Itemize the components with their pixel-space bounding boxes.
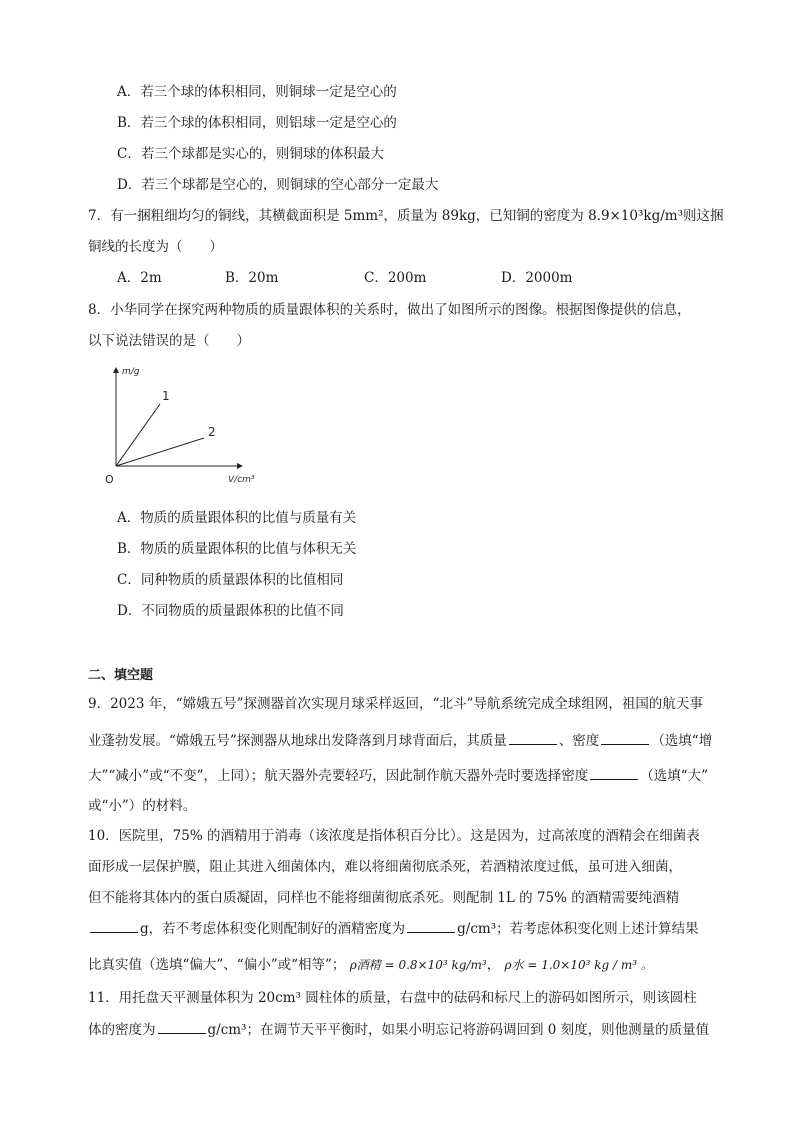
q10-text-b: g/cm³；若考虑体积变化则上述计算结果 (457, 921, 699, 937)
q10-blank-mix-density[interactable] (407, 918, 455, 933)
q11-line2 (88, 1019, 709, 1040)
q7-option-c: C．200m (364, 270, 427, 286)
q7-stem-line1: 7．有一捆粗细均匀的铜线，其横截面积是 5mm²，质量为 89kg，已知铜的密度为 8.9×10³kg/m³则这捆 (88, 208, 724, 224)
rho-water: ρ水 = 1.0×10³ kg / m³ 。 (504, 958, 653, 972)
q8-option-a: A．物质的质量跟体积的比值与质量有关 (117, 510, 357, 526)
q8-option-b: B．物质的质量跟体积的比值与体积无关 (117, 541, 357, 557)
q10-text-a: g，若不考虑体积变化则配制好的酒精密度为 (140, 921, 406, 937)
q9-line4: 或“小”）的材料。 (88, 798, 197, 814)
q8-option-c: C．同种物质的质量跟体积的比值相同 (117, 572, 344, 588)
q6-option-b: B．若三个球的体积相同，则铝球一定是空心的 (117, 115, 397, 131)
section-fill-in-blank-heading: 二、填空题 (88, 668, 154, 683)
q7-stem-line2: 铜线的长度为（ ） (88, 239, 223, 255)
q9-line1: 9．2023 年，“嫦娥五号”探测器首次实现月球采样返回，“北斗”导航系统完成全球组网，祖国的航天事 (88, 696, 703, 712)
rho-alcohol: ρ酒精 = 0.8×10³ kg/m³ (349, 958, 487, 972)
line-2-label: 2 (208, 425, 216, 439)
q8-stem-line1: 8．小华同学在探究两种物质的质量跟体积的关系时，做出了如图所示的图像。根据图像提供的信息， (88, 302, 691, 318)
q7-option-b: B．20m (225, 270, 279, 286)
q9-line3 (88, 765, 708, 786)
y-axis-label: m/g (122, 367, 140, 377)
q11-text-a: 体的密度为 (88, 1022, 156, 1038)
q10-line2: 面形成一层保护膜，阻止其进入细菌体内，难以将细菌彻底杀死，若酒精浓度过低，虽可进入细菌， (88, 859, 682, 875)
q7-options (0, 268, 794, 288)
q7-option-d: D．2000m (501, 270, 573, 286)
origin-label: O (105, 473, 114, 486)
q8-stem-line2: 以下说法错误的是（ ） (88, 333, 250, 349)
q9-blank-mass[interactable] (509, 730, 557, 745)
line-2 (116, 438, 204, 466)
q9-text-e: （选填“大” (640, 768, 709, 784)
q10-line3: 但不能将其体内的蛋白质凝固，同样也不能将细菌彻底杀死。则配制 1L 的 75% 的酒精需要纯酒精 (88, 890, 680, 906)
line-1-label: 1 (162, 389, 170, 403)
q9-blank-density[interactable] (601, 730, 649, 745)
mass-volume-graph (100, 362, 260, 492)
q10-line5: 比真实值（选填“偏大”、“偏小”或“相等”； ρ酒精 = 0.8×10³ kg/m³， ρ水 = 1.0×10³ kg / m³ 。 (88, 957, 653, 973)
q9-text-d: 大”“减小”或“不变”，上同）；航天器外壳要轻巧，因此制作航天器外壳时要选择密度 (88, 768, 589, 784)
q11-text-b: g/cm³；在调节天平平衡时，如果小明忘记将游码调回到 0 刻度，则他测量的质量值 (207, 1022, 710, 1038)
q6-option-d: D．若三个球都是空心的，则铜球的空心部分一定最大 (117, 177, 439, 193)
q9-blank-material-density[interactable] (590, 765, 638, 780)
q6-option-c: C．若三个球都是实心的，则铜球的体积最大 (117, 146, 384, 162)
q7-option-a: A．2m (117, 270, 162, 286)
q11-blank-density[interactable] (158, 1019, 206, 1034)
q10-blank-alcohol-mass[interactable] (90, 918, 138, 933)
q9-text-b: 、密度 (558, 733, 600, 749)
x-axis-label: V/cm³ (228, 475, 255, 485)
q9-text-a: 业蓬勃发展。“嫦娥五号”探测器从地球出发降落到月球背面后，其质量 (88, 733, 507, 749)
q11-line1: 11．用托盘天平测量体积为 20cm³ 圆柱体的质量，右盘中的砝码和标尺上的游码如图所示，则该圆柱 (88, 990, 697, 1006)
q10-text-c: 比真实值（选填“偏大”、“偏小”或“相等”； (88, 957, 346, 973)
q8-option-d: D．不同物质的质量跟体积的比值不同 (117, 603, 344, 619)
q9-text-c: （选填“增 (651, 733, 713, 749)
q10-line4 (88, 918, 699, 939)
line-1 (116, 404, 160, 466)
q9-line2 (88, 730, 712, 751)
q6-option-a: A．若三个球的体积相同，则铜球一定是空心的 (117, 84, 397, 100)
q10-line1: 10．医院里，75% 的酒精用于消毒（该浓度是指体积百分比）。这是因为，过高浓度的酒精会在细菌表 (88, 828, 700, 844)
